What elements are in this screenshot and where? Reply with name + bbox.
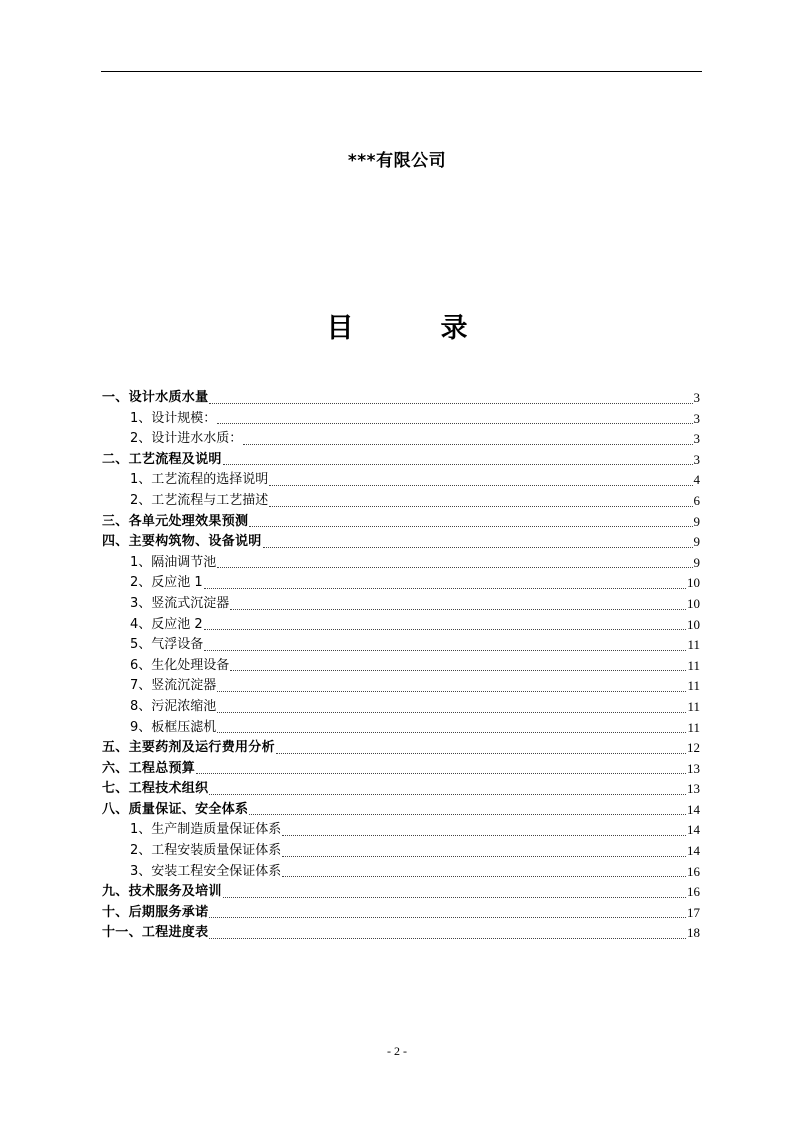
toc-dot-leader (249, 526, 692, 527)
toc-entry-text: 1、设计规模： (130, 410, 217, 426)
toc-page-number: 10 (687, 616, 700, 632)
toc-entry-section[interactable] (102, 882, 700, 903)
toc-entry-text: 9、板框压滤机 (130, 719, 217, 735)
toc-page-number: 4 (693, 472, 700, 488)
toc-entry-text: 七、工程技术组织 (102, 781, 209, 797)
header-rule (101, 71, 702, 72)
toc-page-number: 16 (687, 884, 700, 900)
toc-entry-text: 1、工艺流程的选择说明 (130, 472, 269, 488)
toc-dot-leader (276, 753, 686, 754)
toc-page-number: 9 (693, 554, 700, 570)
toc-dot-leader (249, 814, 686, 815)
table-of-contents (102, 388, 700, 944)
toc-entry-subsection[interactable] (102, 594, 700, 615)
toc-dot-leader (263, 547, 693, 548)
toc-entry-text: 八、质量保证、安全体系 (102, 801, 249, 817)
toc-entry-text: 十、后期服务承诺 (102, 904, 209, 920)
toc-dot-leader (230, 670, 686, 671)
toc-page-number: 9 (693, 513, 700, 529)
toc-dot-leader (217, 567, 692, 568)
toc-dot-leader (223, 897, 686, 898)
toc-entry-section[interactable] (102, 903, 700, 924)
toc-dot-leader (230, 609, 686, 610)
toc-entry-subsection[interactable] (102, 820, 700, 841)
toc-entry-text: 九、技术服务及培训 (102, 884, 222, 900)
toc-page-number: 10 (687, 575, 700, 591)
toc-entry-section[interactable] (102, 779, 700, 800)
toc-dot-leader (217, 732, 686, 733)
toc-dot-leader (209, 938, 686, 939)
toc-page-number: 3 (693, 410, 700, 426)
toc-entry-subsection[interactable] (102, 656, 700, 677)
toc-entry-subsection[interactable] (102, 718, 700, 739)
toc-entry-section[interactable] (102, 923, 700, 944)
toc-entry-subsection[interactable] (102, 491, 700, 512)
toc-page-number: 13 (687, 760, 700, 776)
toc-entry-text: 3、竖流式沉淀器 (130, 595, 230, 611)
toc-entry-section[interactable] (102, 532, 700, 553)
toc-entry-subsection[interactable] (102, 553, 700, 574)
toc-entry-text: 十一、工程进度表 (102, 925, 209, 941)
toc-page-number: 11 (687, 657, 700, 673)
toc-page-number: 6 (693, 492, 700, 508)
toc-dot-leader (269, 485, 692, 486)
toc-entry-subsection[interactable] (102, 635, 700, 656)
toc-page-number: 3 (693, 390, 700, 405)
toc-page-number: 11 (687, 698, 700, 714)
toc-page-number: 11 (687, 678, 700, 694)
toc-dot-leader (204, 588, 686, 589)
toc-dot-leader (282, 856, 686, 857)
toc-entry-text: 6、生化处理设备 (130, 657, 230, 673)
toc-entry-text: 四、主要构筑物、设备说明 (102, 534, 262, 550)
toc-dot-leader (282, 835, 686, 836)
toc-entry-text: 2、设计进水水质： (130, 431, 243, 447)
toc-dot-leader (209, 917, 686, 918)
toc-dot-leader (204, 629, 686, 630)
toc-dot-leader (223, 464, 693, 465)
toc-entry-text: 三、各单元处理效果预测 (102, 513, 249, 529)
toc-entry-subsection[interactable] (102, 615, 700, 636)
toc-entry-text: 4、反应池 2 (130, 616, 203, 632)
toc-entry-subsection[interactable] (102, 409, 700, 430)
toc-page-number: 11 (687, 637, 700, 653)
toc-entry-section[interactable] (102, 759, 700, 780)
toc-page-number: 3 (693, 451, 700, 467)
toc-page-number: 16 (687, 863, 700, 879)
toc-entry-text: 8、污泥浓缩池 (130, 698, 217, 714)
toc-entry-section[interactable] (102, 388, 700, 409)
toc-entry-subsection[interactable] (102, 862, 700, 883)
toc-dot-leader (282, 876, 686, 877)
toc-entry-text: 六、工程总预算 (102, 760, 196, 776)
toc-dot-leader (209, 794, 686, 795)
toc-page-number: 10 (687, 595, 700, 611)
toc-page-number: 3 (693, 431, 700, 447)
toc-entry-text: 5、气浮设备 (130, 637, 204, 653)
toc-entry-subsection[interactable] (102, 676, 700, 697)
toc-entry-section[interactable] (102, 512, 700, 533)
toc-dot-leader (217, 423, 692, 424)
toc-entry-subsection[interactable] (102, 470, 700, 491)
toc-page-number: 9 (693, 534, 700, 550)
toc-dot-leader (217, 712, 686, 713)
toc-entry-section[interactable] (102, 800, 700, 821)
toc-entry-text: 2、反应池 1 (130, 575, 203, 591)
toc-page-number: 14 (687, 843, 700, 859)
toc-entry-text: 一、设计水质水量 (102, 390, 209, 405)
toc-page-number: 17 (687, 904, 700, 920)
toc-page-number: 18 (687, 925, 700, 941)
toc-title: 目 录 (326, 313, 498, 344)
toc-entry-subsection[interactable] (102, 841, 700, 862)
toc-dot-leader (209, 403, 692, 404)
toc-dot-leader (196, 773, 686, 774)
toc-dot-leader (243, 444, 692, 445)
toc-dot-leader (217, 691, 686, 692)
toc-entry-section[interactable] (102, 738, 700, 759)
toc-entry-text: 1、生产制造质量保证体系 (130, 822, 282, 838)
toc-entry-subsection[interactable] (102, 573, 700, 594)
toc-entry-text: 五、主要药剂及运行费用分析 (102, 740, 275, 756)
company-name: ***有限公司 (347, 151, 447, 171)
toc-entry-text: 2、工程安装质量保证体系 (130, 843, 282, 859)
toc-page-number: 12 (687, 740, 700, 756)
footer-page-number: - 2 - (387, 1044, 407, 1058)
toc-entry-text: 7、竖流沉淀器 (130, 678, 217, 694)
toc-entry-text: 1、隔油调节池 (130, 554, 217, 570)
toc-entry-section[interactable] (102, 450, 700, 471)
toc-entry-text: 二、工艺流程及说明 (102, 451, 222, 467)
toc-page-number: 11 (687, 719, 700, 735)
toc-page-number: 13 (687, 781, 700, 797)
toc-entry-subsection[interactable] (102, 697, 700, 718)
toc-entry-subsection[interactable] (102, 429, 700, 450)
toc-dot-leader (269, 506, 692, 507)
toc-entry-text: 3、安装工程安全保证体系 (130, 863, 282, 879)
toc-page-number: 14 (687, 801, 700, 817)
toc-page-number: 14 (687, 822, 700, 838)
toc-entry-text: 2、工艺流程与工艺描述 (130, 492, 269, 508)
toc-dot-leader (204, 650, 686, 651)
